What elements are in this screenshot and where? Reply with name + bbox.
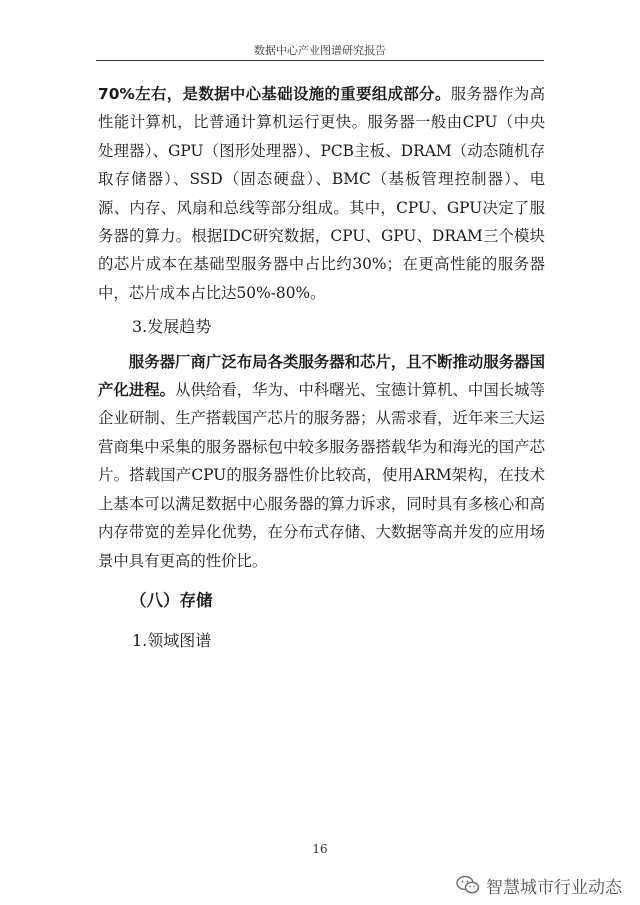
chapter-heading-storage: （八）存储 <box>130 590 213 610</box>
watermark-text: 智慧城市行业动态 <box>486 877 622 898</box>
paragraph-text: 从供给看，华为、中科曙光、宝德计算机、中国长城等企业研制、生产搭载国产芯片的服务器；从需求看，近年来三大运营商集中采集的服务器标包中较多服务器搭载华为和海光的国产芯片。搭载国产CPU的服务器性价比较高，使用ARM架构，在技术上基本可以满足数据中心服务器的算力诉求，同时具有多核心和高内存带宽的差异化优势，在分布式存储、大数据等高并发的应用场景中具有更高的性价比。 <box>98 381 545 570</box>
running-header: 数据中心产业图谱研究报告 <box>254 44 386 57</box>
section-heading-domain-map: 1.领域图谱 <box>132 631 212 651</box>
watermark <box>456 873 622 897</box>
paragraph-lead: 服务器厂商广泛布局各类服务器和芯片，且不断推动服务器国产化进程。 <box>98 352 545 400</box>
page-number: 16 <box>312 842 328 856</box>
section-heading-trends: 3.发展趋势 <box>132 317 212 337</box>
paragraph-text: 服务器作为高性能计算机，比普通计算机运行更快。服务器一般由CPU（中央处理器）、GPU（图形处理器）、PCB主板、DRAM（动态随机存取存储器）、SSD（固态硬盘）、BMC（基板管理控制器）、电源、内存、风扇和总线等部分组成。其中，CPU、GPU决定了服务器的算力。根据IDC研究数据，CPU、GPU、DRAM三个模块的芯片成本在基础型服务器中占比约30%；在更高性能的服务器中，芯片成本占比达50%-80%。 <box>98 85 545 302</box>
paragraph-servers <box>98 80 545 307</box>
paragraph-lead: 70%左右，是数据中心基础设施的重要组成部分。 <box>98 85 451 103</box>
header-rule <box>96 60 544 61</box>
body-text <box>98 80 545 656</box>
paragraph-trends <box>98 348 545 575</box>
wechat-icon <box>456 875 480 895</box>
